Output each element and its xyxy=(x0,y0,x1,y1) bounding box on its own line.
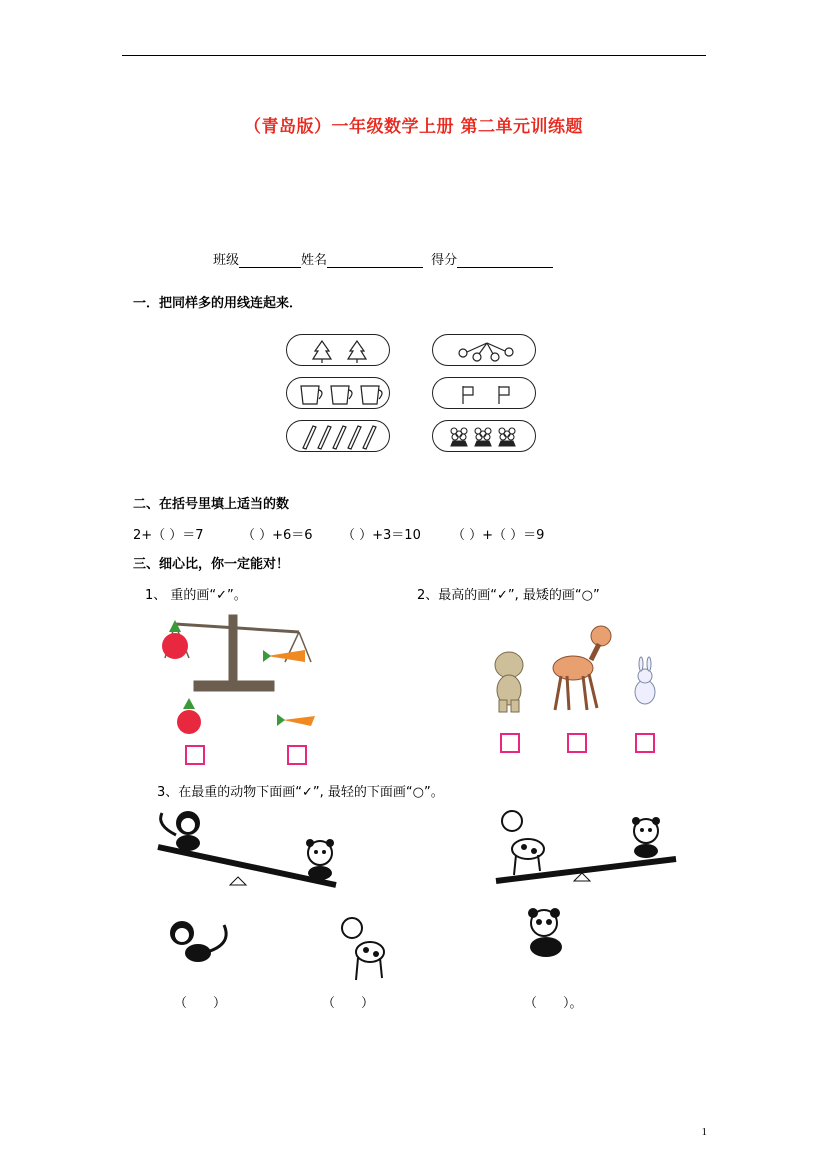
monkey-icon xyxy=(170,921,226,962)
carrot-icon xyxy=(263,650,305,662)
monkey-icon xyxy=(161,811,200,851)
section1-heading: 一．把同样多的用线连起来． xyxy=(133,296,303,311)
rabbit-icon xyxy=(635,657,655,704)
top-rule xyxy=(122,55,706,56)
class-label: 班级 xyxy=(213,253,240,268)
deer-picture xyxy=(336,912,396,982)
question-1: 1、 重的画“✓”。 xyxy=(145,588,247,603)
name-blank[interactable] xyxy=(327,253,423,268)
radish-checkbox[interactable] xyxy=(185,745,205,765)
lollipops-card[interactable] xyxy=(432,334,536,366)
question-3: 3、在最重的动物下面画“✓”, 最轻的下面画“○”。 xyxy=(157,785,444,800)
panda-icon xyxy=(306,839,334,880)
bear-checkbox[interactable] xyxy=(500,733,520,753)
section2-heading: 二、在括号里填上适当的数 xyxy=(133,497,290,512)
name-label: 姓名 xyxy=(301,253,328,268)
monkey-picture xyxy=(160,915,236,973)
student-info-line xyxy=(213,249,553,268)
carrot-checkbox[interactable] xyxy=(287,745,307,765)
flower-icon xyxy=(433,421,537,453)
deer-checkbox[interactable] xyxy=(567,733,587,753)
lollipop-icon xyxy=(433,335,537,367)
score-blank[interactable] xyxy=(457,253,553,268)
deer-icon xyxy=(502,811,544,875)
cup-icon xyxy=(287,378,391,410)
pencil-icon xyxy=(287,421,391,453)
answer-deer[interactable]: （ ） xyxy=(322,996,375,1011)
equation-3[interactable]: （ ）+3＝10 xyxy=(342,528,421,543)
tree-icon xyxy=(287,335,391,367)
cups-card[interactable] xyxy=(286,377,390,409)
page-title: （青岛版）一年级数学上册 第二单元训练题 xyxy=(244,117,583,137)
deer-icon xyxy=(342,918,384,980)
pencils-card[interactable] xyxy=(286,420,390,452)
equation-1[interactable]: 2+（ ）＝7 xyxy=(133,528,204,543)
flags-card[interactable] xyxy=(432,377,536,409)
deer-icon xyxy=(553,626,611,710)
question-2: 2、最高的画“✓”, 最矮的画“○” xyxy=(417,588,600,603)
radish-icon xyxy=(177,710,201,734)
rabbit-checkbox[interactable] xyxy=(635,733,655,753)
class-blank[interactable] xyxy=(239,253,301,268)
panda-icon xyxy=(528,908,562,957)
flowers-card[interactable] xyxy=(432,420,536,452)
score-label: 得分 xyxy=(431,253,458,268)
panda-icon xyxy=(632,817,660,858)
equation-2[interactable]: （ ）+6＝6 xyxy=(242,528,313,543)
answer-monkey[interactable]: （ ） xyxy=(174,996,227,1011)
panda-picture xyxy=(518,905,574,963)
answer-panda[interactable]: （ ）。 xyxy=(524,996,583,1011)
trees-card[interactable] xyxy=(286,334,390,366)
flag-icon xyxy=(433,378,537,410)
equation-4[interactable]: （ ）+（ ）＝9 xyxy=(452,528,545,543)
seesaw-monkey-panda xyxy=(148,805,343,897)
animals-height-picture xyxy=(483,610,671,718)
carrot-icon xyxy=(283,716,315,726)
page-number: 1 xyxy=(701,1126,707,1138)
bear-icon xyxy=(495,652,523,712)
seesaw-deer-panda xyxy=(490,805,680,897)
section3-heading: 三、细心比，你一定能对！ xyxy=(133,557,290,572)
